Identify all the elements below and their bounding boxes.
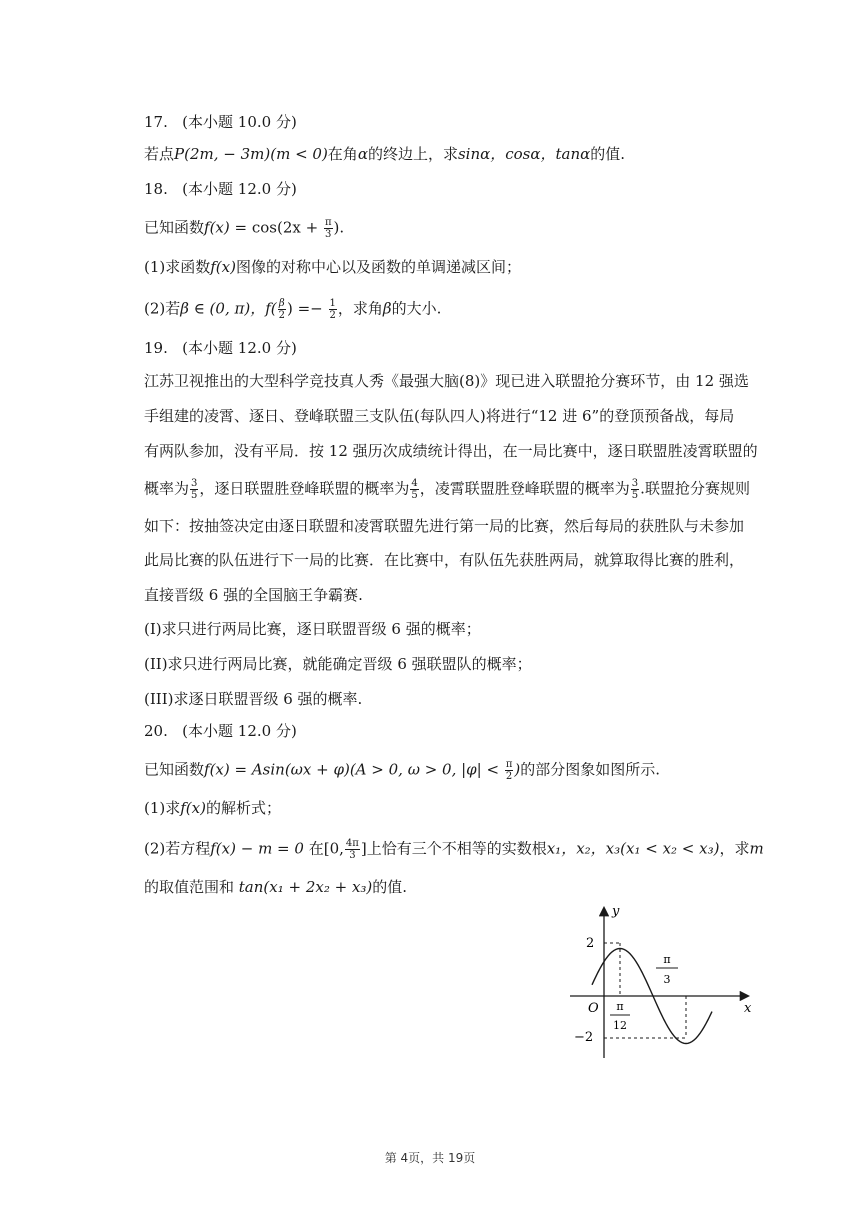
tick-pi-over-12-numerator: π <box>616 1000 624 1013</box>
question-19-part-1: (I)求只进行两局比赛，逐日联盟晋级 6 强的概率； <box>144 620 481 638</box>
question-19-line-2: 手组建的凌霄、逐日、登峰联盟三支队伍(每队四人)将进行“12 进 6”的登顶预备战，每局 <box>144 407 735 425</box>
page-footer: 第 4页，共 19页 <box>384 1151 476 1165</box>
question-19-line-7: 直接晋级 6 强的全国脑王争霸赛. <box>144 586 363 604</box>
question-20-definition: 已知函数f(x) = Asin(ωx + φ)(A > 0, ω > 0, |φ| < $\frac{\pi}{2}$ )的部分图象如图所示. <box>144 759 661 782</box>
question-20-header: 20. (本小题 12.0 分) <box>144 722 297 740</box>
question-20-part-2: (2)若方程f(x) − m = 0 在[0, $\frac{4\pi}{3}$ ]上恰有三个不相等的实数根x₁，x₂，x₃(x₁ < x₂ < x₃)，求m <box>144 838 764 861</box>
question-17-text: 若点P(2m, − 3m)(m < 0)在角α的终边上，求sinα，cosα，tanα的值. <box>144 145 626 163</box>
question-17-header: 17. (本小题 10.0 分) <box>144 113 297 131</box>
question-19-line-5: 如下：按抽签决定由逐日联盟和凌霄联盟先进行第一局的比赛，然后每局的获胜队与未参加 <box>144 517 745 535</box>
fraction: $\frac{\pi}{3}$ <box>324 217 332 240</box>
function-graph <box>560 900 800 1075</box>
question-18-header: 18. (本小题 12.0 分) <box>144 180 297 198</box>
question-19-line-6: 此局比赛的队伍进行下一局的比赛．在比赛中，有队伍先获胜两局，就算取得比赛的胜利， <box>144 551 745 569</box>
question-18-part-1: (1)求函数f(x)图像的对称中心以及函数的单调递减区间； <box>144 258 521 276</box>
question-19-part-2: (II)求只进行两局比赛，就能确定晋级 6 强联盟队的概率； <box>144 655 532 673</box>
question-19-line-4: 概率为 $\frac{3}{5}$ ，逐日联盟胜登峰联盟的概率为 $\frac{4}{5}$ ，凌霄联盟胜登峰联盟的概率为 $\frac{3}{5}$ .联盟抢分赛规则 <box>144 478 750 501</box>
fraction: $\frac{\pi}{2}$ <box>505 759 513 782</box>
y-max-label: 2 <box>586 936 595 951</box>
origin-label: O <box>588 1001 599 1016</box>
question-19-line-1: 江苏卫视推出的大型科学竞技真人秀《最强大脑(8)》现已进入联盟抢分赛环节，由 12 强选 <box>144 372 749 390</box>
question-18-definition: 已知函数f(x) = cos(2x + $\frac{\pi}{3}$ ). <box>144 217 345 240</box>
question-19-header: 19. (本小题 12.0 分) <box>144 339 297 357</box>
fraction: $\frac{3}{5}$ <box>631 478 639 501</box>
question-18-part-2: (2)若β ∈ (0, π)，f( $\frac{\beta}{2}$ ) =− $\frac{1}{2}$ ，求角β的大小. <box>144 298 442 321</box>
question-20-part-2-continued: 的取值范围和 tan(x₁ + 2x₂ + x₃)的值. <box>144 878 408 896</box>
fraction: $\frac{3}{5}$ <box>191 478 198 501</box>
y-axis-label: y <box>612 904 620 919</box>
fraction: $\frac{\beta}{2}$ <box>278 298 285 321</box>
fraction: $\frac{4}{5}$ <box>411 478 418 501</box>
question-19-part-3: (III)求逐日联盟晋级 6 强的概率. <box>144 690 363 708</box>
tick-pi-over-12-denominator: 12 <box>613 1019 627 1032</box>
fraction: $\frac{1}{2}$ <box>329 298 336 321</box>
fraction: $\frac{4\pi}{3}$ <box>345 838 359 861</box>
question-20-part-1: (1)求f(x)的解析式； <box>144 799 281 817</box>
x-axis-label: x <box>744 1001 752 1016</box>
y-min-label: −2 <box>574 1030 594 1045</box>
tick-pi-over-3-denominator: 3 <box>663 973 671 986</box>
question-19-line-3: 有两队参加，没有平局．按 12 强历次成绩统计得出，在一局比赛中，逐日联盟胜凌霄联盟的 <box>144 442 758 460</box>
tick-pi-over-3-numerator: π <box>663 953 671 966</box>
